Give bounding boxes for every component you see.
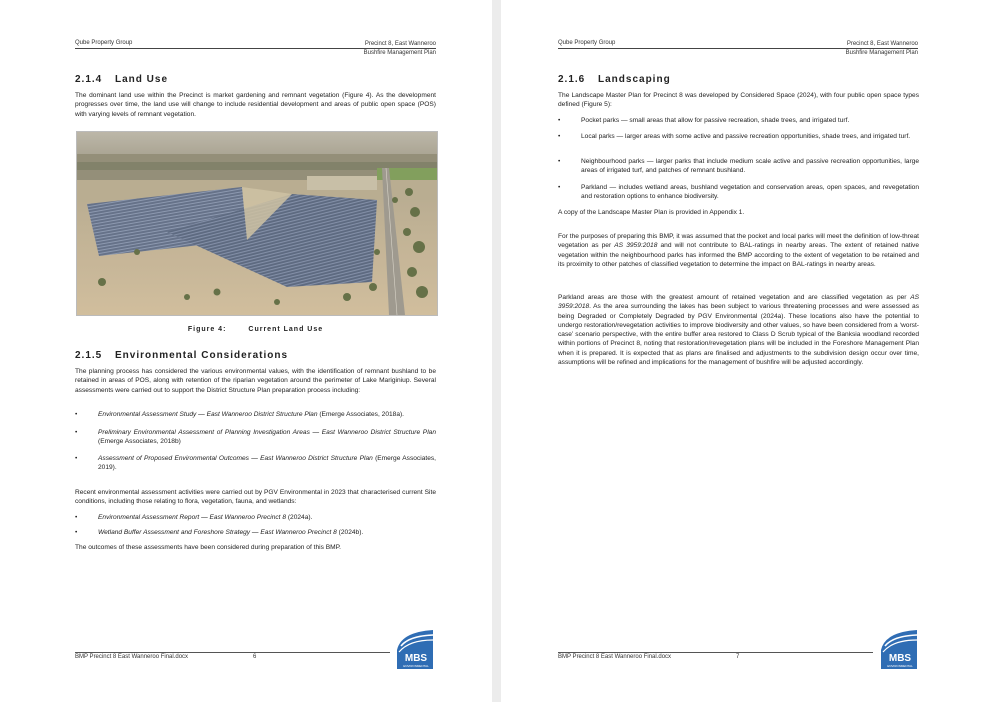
header-document-type: Bushfire Management Plan — [363, 50, 436, 56]
landscaping-intro-paragraph: The Landscape Master Plan for Precinct 8 was developed by Considered Space (2024), with four public open space types defined (Figure 5): — [558, 92, 919, 109]
section-title: Environmental Considerations — [115, 350, 289, 361]
reference-citation: (Emerge Associates, 2019). — [98, 455, 436, 472]
list-item — [558, 132, 919, 141]
park-type-text: Neighbourhood parks — larger parks that include medium scale active and passive recreation opportunities, large areas of irrigated turf, and patches of remnant bushland. — [581, 158, 919, 175]
list-item — [558, 116, 919, 125]
bullet-icon: • — [75, 529, 78, 536]
park-type-text: Pocket parks — small areas that allow for passive recreation, shade trees, and irrigated turf. — [581, 117, 850, 124]
header-project: Precinct 8, East Wanneroo — [846, 41, 918, 47]
footer-page-number: 6 — [253, 654, 257, 660]
recent-assessment-paragraph: Recent environmental assessment activities were carried out by PGV Environmental in 2023 that characterised current Site conditions, including those relating to flora, vegetation, fauna, and wetlands: — [75, 489, 436, 506]
document-page-7 — [501, 0, 993, 702]
section-heading-2-1-6 — [558, 74, 671, 85]
section-number: 2.1.4 — [75, 74, 103, 85]
reference-citation: (Emerge Associates, 2018a). — [317, 411, 405, 418]
mbs-logo-graphic — [879, 628, 919, 670]
list-item — [75, 528, 436, 537]
header-rule — [558, 48, 918, 49]
header-rule — [75, 48, 436, 49]
park-type-text: Parkland — includes wetland areas, bushland vegetation and conservation areas, open spaces, and revegetation and restoration options to enhance biodiversity. — [581, 184, 919, 201]
figure-caption — [75, 326, 436, 333]
section-title: Landscaping — [598, 74, 671, 85]
bullet-icon: • — [75, 429, 78, 436]
bullet-icon: • — [558, 184, 561, 191]
aerial-photo-graphic — [77, 132, 437, 315]
outcome-paragraph: The outcomes of these assessments have been considered during preparation of this BMP. — [75, 544, 341, 551]
document-page-6 — [0, 0, 492, 702]
footer-filename: BMP Precinct 8 East Wanneroo Final.docx — [558, 654, 672, 660]
logo-tagline: ENVIRONMENTAL — [403, 664, 429, 668]
list-item — [75, 513, 436, 522]
header-project-block — [846, 40, 918, 58]
footer-rule — [558, 652, 873, 653]
paragraph-text: . As the area surrounding the lakes has been subject to various threatening processes and were assessed as being Degraded or Completely Degraded by PGV Environmental (2024a). These locations also have the potential to undergo restoration/revegetation activities to improve biodiversity and other values, so have been considered from a ‘worst-case’ scenario perspective, with the entire buffer area restored to Class D Scrub typical of the Banksia woodland recorded within portions of Precinct 8, noting that restoration/revegetation plans will be included in the Foreshore Management Plan when it is prepared. It is expected that as plans are finalised and adjustments to the subdivision design occur over time, assumptions will be refined and implications for the management of bushfire will be adjusted accordingly. — [558, 303, 919, 367]
header-company: Qube Property Group — [75, 40, 133, 46]
section-title: Land Use — [115, 74, 169, 85]
mbs-logo — [395, 628, 435, 670]
appendix-paragraph: A copy of the Landscape Master Plan is provided in Appendix 1. — [558, 209, 745, 216]
section-heading-2-1-4 — [75, 74, 168, 85]
environmental-intro-paragraph: The planning process has considered the various environmental values, with the identification of remnant bushland to be retained in areas of POS, along with retention of the riparian vegetation around the perimeter of Lake Mariginiup. Several assessments were carried out to support the District Structure Plan preparation process including: — [75, 368, 436, 394]
reference-citation: (Emerge Associates, 2018b) — [98, 438, 181, 446]
standard-reference: AS 3959:2018 — [614, 242, 658, 250]
footer-filename: BMP Precinct 8 East Wanneroo Final.docx — [75, 654, 189, 660]
reference-title: Preliminary Environmental Assessment of Planning Investigation Areas — East Wanneroo District Structure Plan — [98, 429, 436, 436]
reference-title: Environmental Assessment Study — East Wanneroo District Structure Plan — [98, 411, 318, 418]
reference-title: Environmental Assessment Report — East Wanneroo Precinct 8 — [98, 514, 287, 521]
bullet-icon: • — [75, 514, 78, 521]
list-item — [75, 410, 436, 419]
mbs-logo — [879, 628, 919, 670]
parkland-paragraph — [558, 293, 919, 367]
list-item — [75, 454, 436, 473]
header-company: Qube Property Group — [558, 40, 616, 46]
logo-name: MBS — [888, 653, 912, 664]
header-project: Precinct 8, East Wanneroo — [364, 41, 436, 47]
paragraph-text: Parkland areas are those with the greatest amount of retained vegetation and are classified vegetation as per — [558, 294, 911, 301]
logo-tagline: ENVIRONMENTAL — [887, 664, 913, 668]
land-use-aerial-photo — [76, 131, 438, 316]
mbs-logo-graphic — [395, 628, 435, 670]
reference-citation: (2024a). — [286, 514, 313, 521]
paragraph-text: For the purposes of preparing this BMP, it was assumed that the pocket and local parks will meet the definition of low-threat vegetation as per — [558, 233, 919, 250]
reference-title: Wetland Buffer Assessment and Foreshore Strategy — East Wanneroo Precinct 8 — [98, 529, 337, 536]
reference-title: Assessment of Proposed Environmental Outcomes — East Wanneroo District Structure Plan — [98, 455, 373, 462]
bullet-icon: • — [558, 158, 561, 165]
logo-name: MBS — [404, 653, 428, 664]
bullet-icon: • — [558, 133, 561, 140]
bullet-icon: • — [558, 117, 561, 124]
list-item — [558, 157, 919, 176]
section-number: 2.1.6 — [558, 74, 586, 85]
bullet-icon: • — [75, 455, 78, 462]
standard-reference: AS 3959:2018 — [558, 294, 919, 311]
figure-title: Current Land Use — [248, 326, 324, 333]
header-document-type: Bushfire Management Plan — [845, 50, 918, 56]
footer-page-number: 7 — [736, 654, 740, 660]
section-number: 2.1.5 — [75, 350, 103, 361]
list-item — [75, 428, 436, 447]
header-project-block — [364, 40, 436, 58]
section-heading-2-1-5 — [75, 350, 288, 361]
bullet-icon: • — [75, 411, 78, 418]
park-type-text: Local parks — larger areas with some active and passive recreation opportunities, shade trees, and irrigated turf. — [581, 133, 911, 140]
figure-label: Figure 4: — [187, 326, 227, 333]
footer-rule — [75, 652, 390, 653]
list-item — [558, 183, 919, 202]
bmp-assumption-paragraph — [558, 232, 919, 269]
paragraph-text: and will not contribute to BAL-ratings in nearby areas. The extent of retained native vegetation within the neighbourhood parks has informed the BMP according to the extent of vegetation to be retained and its proximity to other patches of classified vegetation to determine the impact on BAL-ratings in nearby areas. — [558, 242, 919, 268]
reference-citation: (2024b). — [336, 529, 364, 536]
land-use-paragraph: The dominant land use within the Precinct is market gardening and remnant vegetation (Figure 4). As the development progresses over time, the land use will change to include residential development and areas of public open space (POS) with varying levels of remnant vegetation. — [75, 92, 436, 118]
